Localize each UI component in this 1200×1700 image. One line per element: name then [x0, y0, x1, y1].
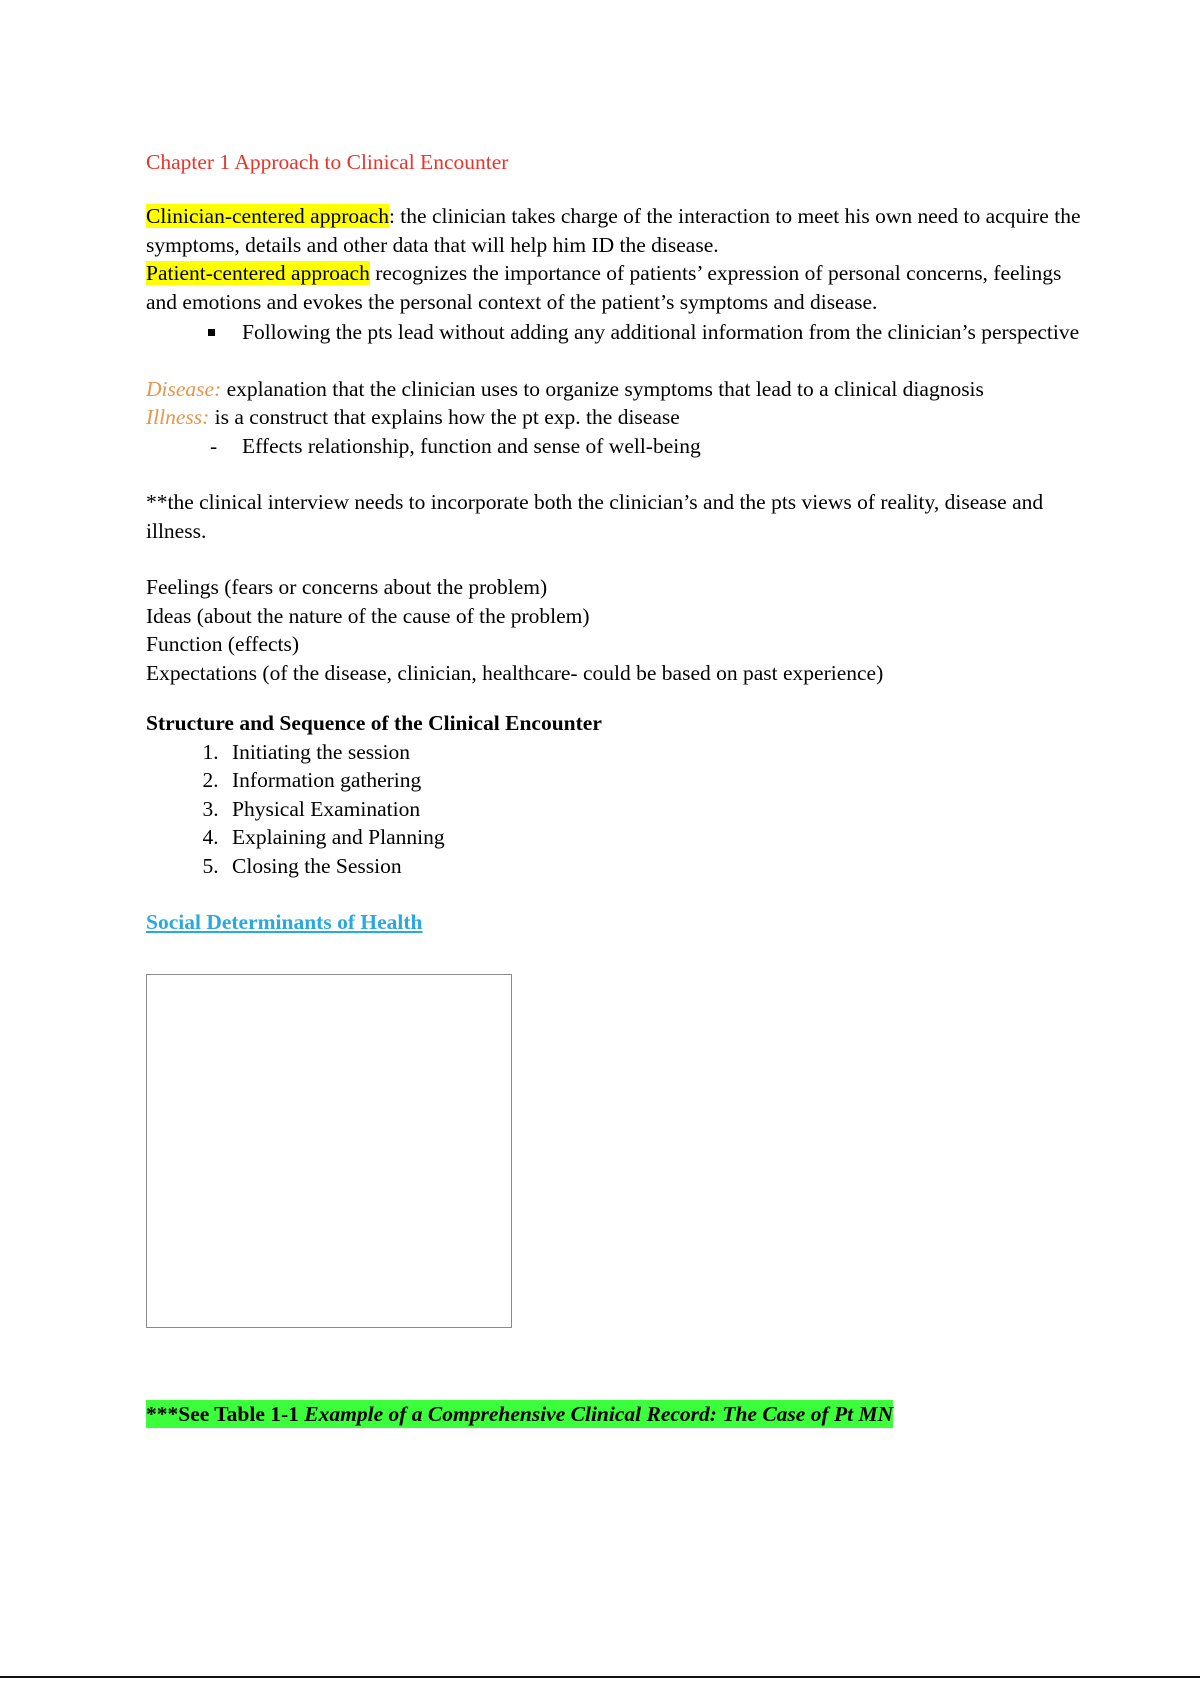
patient-centered-text: recognizes the importance of patients’ expression of personal concerns, feelings and emotions and evokes the personal context of the patient’s symptoms and disease. — [146, 261, 1062, 314]
structure-steps-list — [146, 738, 1086, 881]
document-body — [146, 148, 1086, 1428]
disease-term: Disease: — [146, 376, 222, 401]
chapter-title: Chapter 1 Approach to Clinical Encounter — [146, 150, 509, 174]
page-footer-rule — [0, 1676, 1200, 1678]
list-item-label: Effects relationship, function and sense of well-being — [242, 433, 701, 458]
bullet-list — [146, 318, 1086, 347]
structure-heading: Structure and Sequence of the Clinical Encounter — [146, 711, 602, 735]
clinician-centered-text: : the clinician takes charge of the interaction to meet his own need to acquire the symptoms, details and other data that will help him ID the disease. — [146, 204, 1081, 257]
list-item: 4. Explaining and Planning — [224, 823, 1086, 852]
list-item — [208, 318, 1086, 347]
fife-expectations: Expectations (of the disease, clinician, healthcare- could be based on past experience) — [146, 660, 884, 685]
square-bullet-icon — [208, 329, 215, 336]
list-item-label: Following the pts lead without adding any additional information from the clinician’s perspective — [242, 320, 1080, 344]
illness-definition — [146, 403, 1086, 432]
list-item: 3. Physical Examination — [224, 795, 1086, 824]
fife-function: Function (effects) — [146, 632, 300, 656]
dash-bullet-icon: - — [210, 433, 218, 458]
social-determinants-link[interactable]: Social Determinants of Health — [146, 910, 423, 934]
fife-ideas: Ideas (about the nature of the cause of the problem) — [146, 603, 590, 628]
clinician-centered-paragraph — [146, 202, 1086, 259]
illness-text: is a construct that explains how the pt exp. the disease — [209, 405, 680, 429]
list-item: 1. Initiating the session — [224, 738, 1086, 767]
illness-sublist — [146, 432, 1086, 461]
interview-note: **the clinical interview needs to incorporate both the clinician’s and the pts views of reality, disease and illness. — [146, 490, 1044, 543]
table-reference-title: Example of a Comprehensive Clinical Record: The Case of Pt MN — [304, 1402, 894, 1426]
list-item: 5. Closing the Session — [224, 852, 1086, 881]
disease-text: explanation that the clinician uses to organize symptoms that lead to a clinical diagnosis — [221, 376, 984, 401]
illness-term: Illness: — [146, 405, 210, 429]
list-item — [208, 432, 1086, 461]
patient-centered-paragraph — [146, 259, 1086, 316]
image-placeholder — [146, 974, 512, 1328]
table-reference-note — [146, 1400, 893, 1428]
table-reference-prefix: ***See Table 1-1 — [146, 1402, 305, 1426]
clinician-centered-term: Clinician-centered approach — [146, 204, 389, 228]
disease-definition — [146, 375, 1086, 404]
list-item: 2. Information gathering — [224, 766, 1086, 795]
patient-centered-term: Patient-centered approach — [146, 261, 370, 285]
fife-feelings: Feelings (fears or concerns about the problem) — [146, 575, 548, 599]
